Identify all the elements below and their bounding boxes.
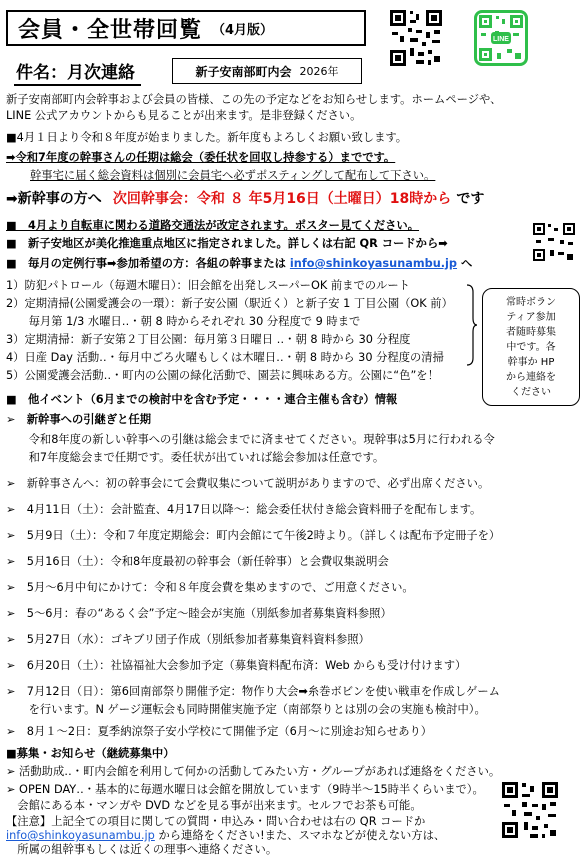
brace-divider: [466, 284, 478, 366]
event-item: ➢ 5～6月：春の“あるく会”予定～睦会が実施（別紙参加者募集資料参照）: [6, 607, 392, 620]
recruit-item: ➢ 活動助成‥・町内会館を利用して何かの活動してみたい方・グループがあれば連絡をください。: [6, 765, 501, 778]
volunteer-line: 中です。各: [506, 342, 556, 353]
qr-code-line-frame[interactable]: [474, 10, 528, 66]
event-item: ➢ 8月１～2日：夏季納涼祭子安小学校にて開催予定（6月～に別途お知らせあり）: [6, 725, 433, 738]
regular-item-3: 3）定期清掃：新子安第２丁目公園：毎月第３日曜日 ‥・朝 8 時から 30 分程度: [6, 333, 411, 346]
intro-line-1: 新子安南部町内会幹事および会員の皆様、この先の予定などをお知らせします。ホームページや、: [6, 93, 502, 106]
page-title: 会員・全世帯回覧: [18, 17, 203, 43]
regular-item-1: 1）防犯パトロール（毎週木曜日）：旧会館を出発しスーパーOK 前までのルート: [6, 279, 410, 292]
email-link[interactable]: info@shinkoyasunambu.jp: [289, 257, 458, 270]
page-title-sub: （4月版）: [212, 22, 274, 38]
volunteer-line: から連絡を: [506, 372, 556, 383]
qr-code-homepage[interactable]: [388, 8, 444, 68]
footer-line-1: 【注意】上記全ての項目に関しての質問・申込み・問い合わせは右の QR コードか: [6, 815, 426, 828]
volunteer-box: [482, 288, 580, 406]
new-officer-suffix: です: [456, 191, 485, 207]
event-item: ➢ 7月12日（日）：第6回南部祭り開催予定：物作り大会➡糸巻ボビンを使い戦車を作成しゲーム: [6, 685, 500, 698]
notice-regular-suffix: へ: [457, 257, 473, 270]
event-item: ➢ 新幹事さんへ：初の幹事会にて会費収集について説明がありますので、必ず出席ください。: [6, 477, 490, 490]
notice-beautify: ■ 新子安地区が美化推進重点地区に指定されました。詳しくは右記 QR コードから➡: [6, 237, 448, 250]
footer-line-3: 所属の組幹事もしくは近くの理事へ連絡ください。: [6, 843, 278, 856]
notice-bicycle: ■ 4月より自転車に関わる道路交通法が改定されます。ポスター見てください。: [6, 219, 420, 232]
footer-email-link[interactable]: info@shinkoyasunambu.jp: [6, 829, 155, 842]
event-item: 和7年度総会まで任期です。委任状が出ていれば総会参加は任意です。: [6, 451, 385, 464]
new-officer-notice: [6, 188, 484, 208]
footer-line-2-suffix: から連絡をください!また、スマホなどが使えない方は、: [154, 829, 446, 842]
event-item: を行います。N ゲージ運転会も同時開催実施予定（南部祭りとは別の会の実施も検討中）。: [6, 703, 486, 716]
notice-new-year: ■4月１日より令和８年度が始まりました。新年度もよろしくお願い致します。: [6, 131, 408, 144]
qr-code-contact[interactable]: [500, 780, 560, 840]
regular-item-2b: 毎月第 1/3 水曜日‥・朝 8 時からそれぞれ 30 分程度で 9 時まで: [6, 315, 361, 328]
regular-item-4: 4）日産 Day 活動‥・毎月中ごろ火曜もしくは木曜日‥・朝 8 時から 30 分程度の清掃: [6, 351, 444, 364]
volunteer-line: 常時ボラン: [506, 297, 556, 308]
event-item: ➢ 5月～6月中旬にかけて：令和８年度会費を集めますので、ご用意ください。: [6, 581, 414, 594]
volunteer-line: 者随時募集: [506, 327, 556, 338]
org-year: 2026年: [299, 65, 339, 78]
org-box: [172, 58, 362, 84]
recruit-header: ■募集・お知らせ（継続募集中）: [6, 747, 175, 760]
notice-posting: 幹事宅に届く総会資料は個別に会員宅へ必ずポスティングして配布して下さい。: [30, 169, 436, 182]
recruit-item: 会館にある本・マンガや DVD などを見る事が出来ます。セルフでお茶も可能。: [6, 799, 422, 812]
events-header: ■ 他イベント（6月までの検討中を含む予定・・・・連合主催も含む）情報: [6, 393, 398, 406]
notice-regular: [6, 256, 472, 271]
event-item: ➢ 新幹事への引継ぎと任期: [6, 413, 152, 426]
title-box: [6, 10, 366, 46]
subject-line: 件名：月次連絡: [14, 58, 141, 86]
new-officer-date: 次回幹事会：令和 ８ 年5月16日（土曜日）18時から: [112, 191, 452, 207]
event-item: ➢ 6月20日（土）：社協福祉大会参加予定（募集資料配布済：Web からも受け付けます）: [6, 659, 467, 672]
new-officer-prefix: ➡新幹事の方へ: [6, 191, 102, 207]
event-item: ➢ 4月11日（土）：会計監査、4月17日以降～：総会委任状付き総会資料冊子を配布します。: [6, 503, 482, 516]
qr-code-beautify[interactable]: [532, 222, 576, 262]
footer-line-2: [6, 828, 445, 843]
volunteer-line: ティア参加: [506, 312, 556, 323]
qr-code-line: [477, 13, 525, 63]
notice-regular-prefix: ■ 毎月の定例行事➡参加希望の方：各組の幹事または: [6, 257, 290, 270]
event-item: ➢ 5月27日（水）：ゴキブリ団子作成（別紙参加者募集資料資料参照）: [6, 633, 370, 646]
line-logo-text: LINE: [493, 36, 509, 43]
event-item: ➢ 5月9日（土）：令和７年度定期総会：町内会館にて午後2時より。（詳しくは配布予定冊子を）: [6, 529, 501, 542]
intro-line-2: LINE 公式アカウントからも見ることが出来ます。是非登録ください。: [6, 109, 362, 122]
recruit-item: ➢ OPEN DAY‥・基本的に毎週水曜日は会館を開放しています（9時半～15時半くらいまで）。: [6, 783, 484, 796]
event-item: ➢ 5月16日（土）：令和8年度最初の幹事会（新任幹事）と会費収集説明会: [6, 555, 389, 568]
event-item: 令和8年度の新しい幹事への引継は総会までに済ませてください。現幹事は5月に行われる令: [6, 433, 495, 446]
notice-term: ➡令和7年度の幹事さんの任期は総会（委任状を回収し持参する）までです。: [6, 151, 396, 164]
org-name: 新子安南部町内会: [195, 64, 292, 79]
regular-item-2: 2）定期清掃(公園愛護会の一環）：新子安公園（駅近く）と新子安 1 丁目公園（OK 前）: [6, 297, 453, 310]
volunteer-line: 幹事か HP: [507, 357, 555, 368]
volunteer-line: ください: [511, 387, 551, 398]
regular-item-5: 5）公園愛護会活動‥・町内の公園の緑化活動で、園芸に興味ある方。公園に“色”を！: [6, 369, 439, 382]
